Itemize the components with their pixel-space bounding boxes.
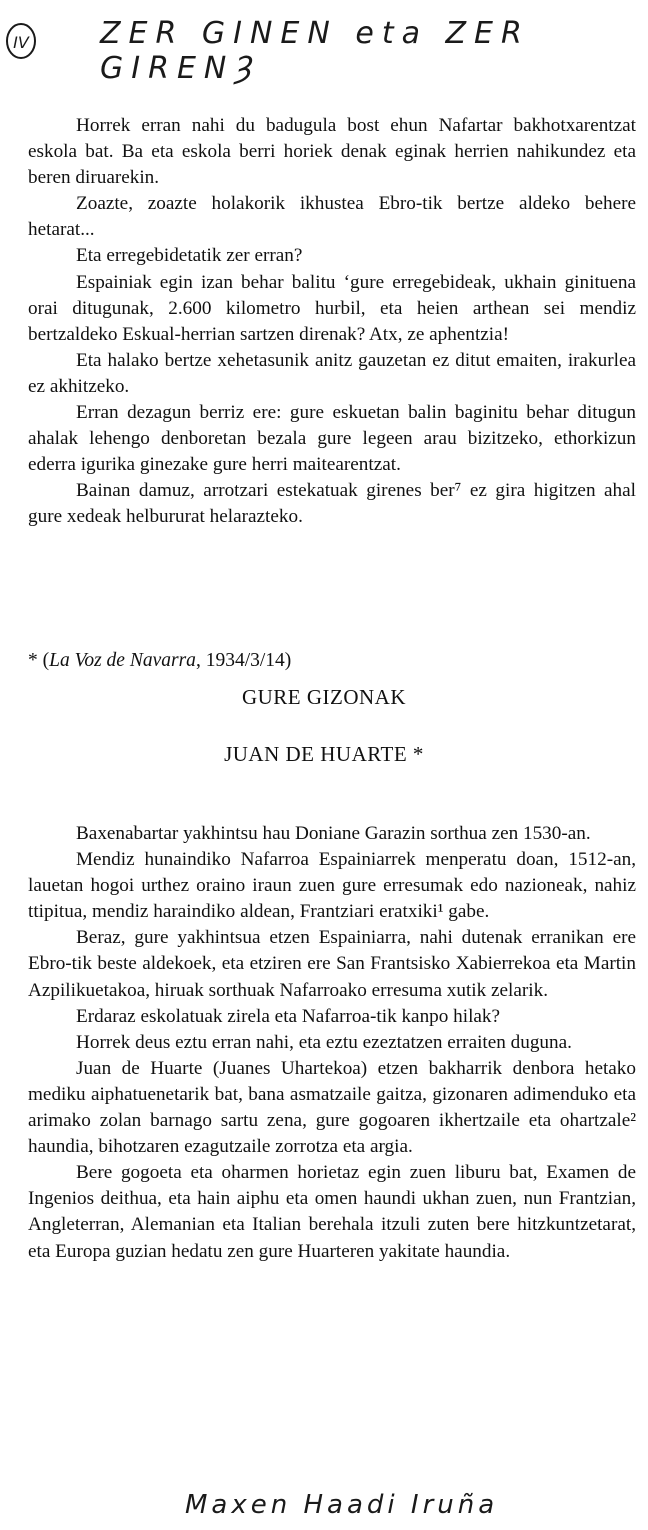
article-body [28,821,636,1265]
paragraph: Horrek deus eztu erran nahi, eta eztu ezeztatzen erraiten duguna. [76,1031,572,1053]
footnote-source: La Voz de Navarra [49,650,196,671]
handwritten-page-title: ZER GINEN eta ZER GIRENȜ [100,16,530,86]
article-heading: JUAN DE HUARTE * [224,742,424,766]
paragraph: Eta halako bertze xehetasunik anitz gauzetan ez ditut emaiten, irakurlea ez akhitzeko. [28,349,636,397]
paragraph: Espainiak egin izan behar balitu ‘gure erregebideak, ukhain ginituena orai ditugunak, 2.600 kilometro hurbil, eta heien arthean sei mendiz bertzaldeko Eskual-herrian sartzen direnak? Atx, ze aphentzia! [28,271,636,345]
paragraph: Zoazte, zoazte holakorik ikhustea Ebro-tik bertze aldeko behere hetarat... [28,193,636,241]
source-footnote [28,650,291,672]
paragraph: Erdaraz eskolatuak zirela eta Nafarroa-tik kanpo hilak? [76,1005,501,1027]
footnote-prefix: * ( [28,650,50,671]
roman-numeral-circle-mark [4,20,40,62]
footnote-suffix: , 1934/3/14) [195,650,292,671]
paragraph: Bere gogoeta eta oharmen horietaz egin zuen liburu bat, Examen de Ingenios deithua, eta hain aiphu eta omen haundi ukhan zuen, nun Frantzian, Angleterran, Alemanian eta Italian berehala itzuli zuten bere hitzkuntzetarat, eta Europa guzian hedatu zen gure Huarteren yakitate haundia. [28,1162,636,1262]
roman-numeral: IV [13,33,29,52]
handwritten-signature: Maxen Haadi Iruña [185,1490,499,1520]
paragraph: Baxenabartar yakhintsu hau Doniane Garazin sorthua zen 1530-an. [76,823,591,844]
article-continuation [28,113,636,531]
paragraph: Bainan damuz, arrotzari estekatuak girenes ber⁷ ez gira higitzen ahal gure xedeak helbururat helarazteko. [28,480,636,528]
paragraph: Juan de Huarte (Juanes Uhartekoa) etzen bakharrik denbora hetako mediku aiphatuenetarik bat, bana asmatzaile gaitza, gizonaren adimenduko eta arimako zolan barnago sartu zena, gure gogoaren ikhertzaile eta ohartzale² haundia, bihotzaren ezagutzaile zorrotza eta argia. [28,1057,636,1158]
paragraph: Eta erregebidetatik zer erran? [76,245,303,267]
paragraph: Beraz, gure yakhintsua etzen Espainiarra, nahi dutenak erranikan ere Ebro-tik beste aldekoek, eta etziren ere San Frantsisko Xabierrekoa eta Martin Azpilikuetakoa, hiruak sorthuak Nafarroako erresuma xutik zelarik. [28,927,636,1001]
paragraph: Horrek erran nahi du badugula bost ehun Nafartar bakhotxarentzat eskola bat. Ba eta eskola berri horiek denak eginak herrien nahikundez eta beren diruarekin. [28,115,636,189]
paragraph: Mendiz hunaindiko Nafarroa Espainiarrek menperatu doan, 1512-an, lauetan hogoi urthez oraino iraun zuen gure erresumak edo nazioneak, nahiz ttipitua, mendiz haraindiko aldean, Frantziari eratxiki¹ gabe. [28,849,636,923]
section-heading: GURE GIZONAK [241,685,407,709]
paragraph: Erran dezagun berriz ere: gure eskuetan balin baginitu behar ditugun ahalak lehengo denboretan bezala gure legeen arau bizitzeko, ethorkizun ederra igurika ginezake gure herri maitearentzat. [28,402,636,476]
